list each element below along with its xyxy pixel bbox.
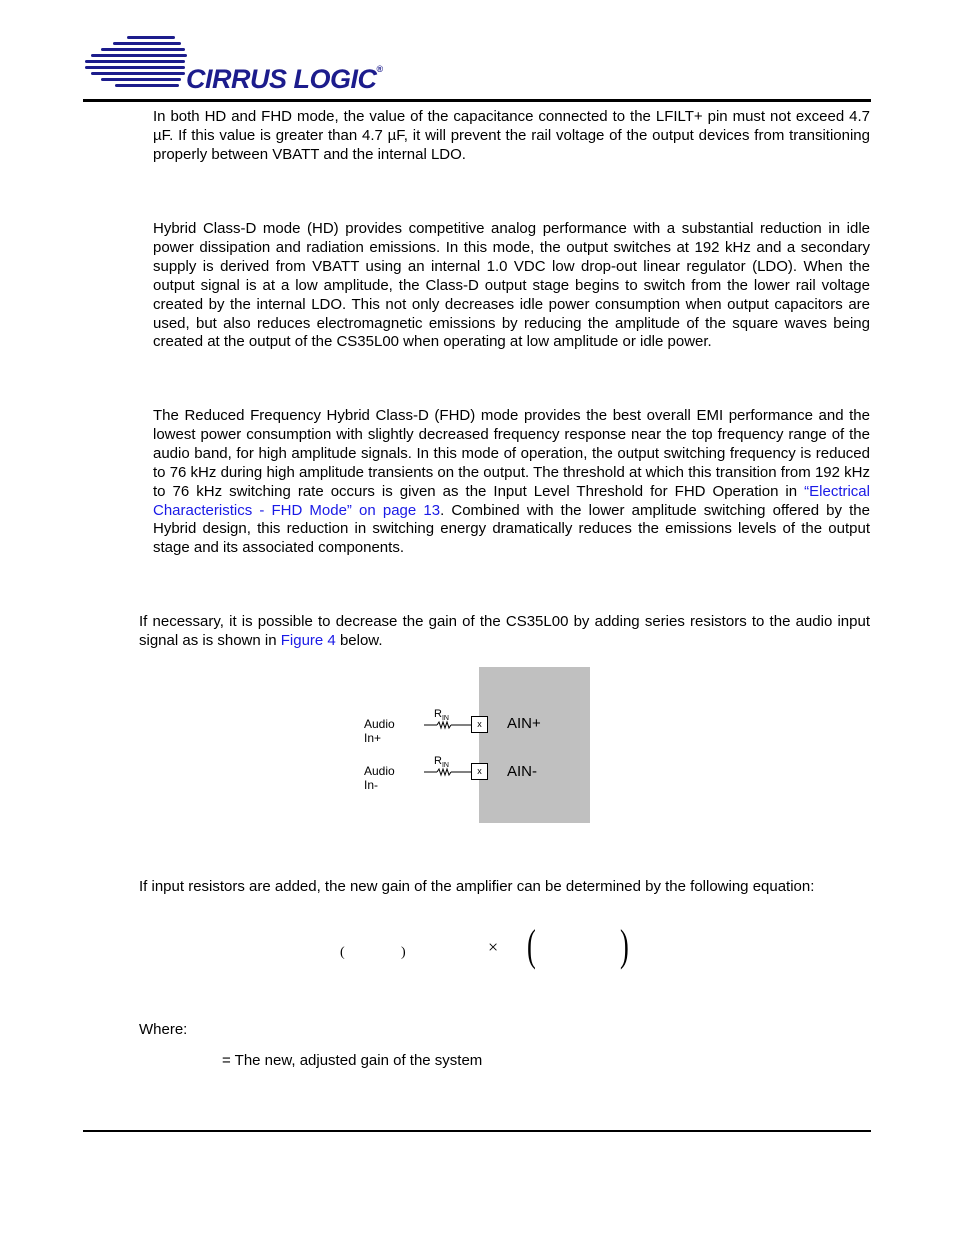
gain-text-2: below. [335,631,383,649]
figure-4-link[interactable]: Figure 4 [280,631,336,649]
ic-body [479,667,590,823]
hd-mode-paragraph: Hybrid Class-D mode (HD) provides competitive analog performance with a substantial reduction in idle power dissipation and radiation emissions. In this mode, the output switches at 192 kHz and a secondary supply is derived from VBATT using an internal 1.0 VDC low drop-out linear regulator (LDO). When the output signal is at a low amplitude, the Class-D output stage begins to switch from the lower rail voltage created by the internal LDO. This not only decreases idle power consumption when output capacitors are used, but also reduces electromagnetic emissions by reducing the amplitude of the square waves being created at the output of the CS35L00 when operating at low amplitude or idle power. [153,220,870,351]
gain-paragraph [139,613,870,651]
resistor-label-neg: $R_{IN}$ [434,755,449,770]
audio-in-pos-label: Audio In+ [364,717,395,745]
pin-pos-box: x [471,716,488,733]
equation-paren-open-small: ( [340,945,345,960]
equation-intro-paragraph: If input resistors are added, the new gain of the amplifier can be determined by the following equation: [139,878,815,895]
logo-text: CIRRUS LOGIC® [186,64,383,94]
header-rule [83,99,871,102]
fhd-text-2: . Combined with the lower amplitude switching offered by the Hybrid design, this reduction in switching energy dramatically reduces the emissions levels of the output stage and its associated components. [153,501,870,557]
pin-neg-box: x [471,763,488,780]
footer-rule [83,1130,871,1132]
lfilt-note-paragraph: In both HD and FHD mode, the value of the capacitance connected to the LFILT+ pin must not exceed 4.7 µF. If this value is greater than 4.7 µF, it will prevent the rail voltage of the output devices from transitioning properly between VBATT and the internal LDO. [153,108,870,163]
equation-times: × [488,937,499,957]
gain-text-1: If necessary, it is possible to decrease the gain of the CS35L00 by adding series resistors to the audio input signal as is shown in [139,613,870,649]
fhd-text-1: The Reduced Frequency Hybrid Class-D (FHD) mode provides the best overall EMI performance and the lowest power consumption with slightly decreased frequency response near the top frequency range of the audio band, for high amplitude signals. In this mode of operation, the output switching frequency is reduced to 76 kHz during high amplitude transients on the output. The threshold at which this transition from 192 kHz to 76 kHz switching rate occurs is given as the Input Level Threshold for FHD Operation in [153,407,870,500]
where-label: Where: [139,1021,188,1038]
ain-neg-label: AIN- [507,763,537,780]
equation-paren-close-small: ) [401,945,406,960]
equation-paren-close-large: ) [620,921,629,970]
equation-paren-open-large: ( [527,921,536,970]
resistor-label-pos: $R_{IN}$ [434,708,449,723]
where-item: = The new, adjusted gain of the system [222,1052,483,1069]
fhd-mode-paragraph [153,407,870,558]
electrical-characteristics-link[interactable]: “Electrical Characteristics - FHD Mode” on page 13 [153,482,870,519]
ain-pos-label: AIN+ [507,715,541,732]
cirrus-logo-icon [83,34,193,94]
audio-in-neg-label: Audio In- [364,764,395,792]
